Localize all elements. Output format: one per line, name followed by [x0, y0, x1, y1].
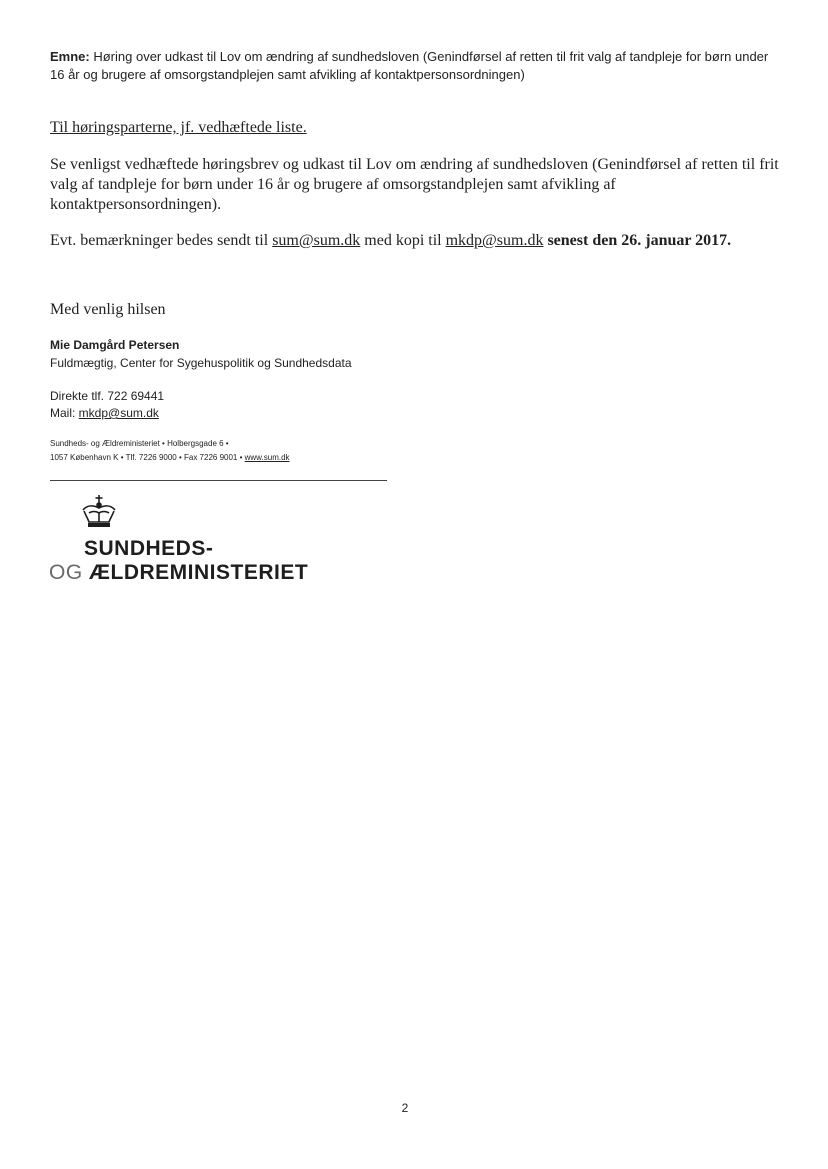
footer-address-line1: Sundheds- og Ældreministeriet • Holbergsgade 6 • [50, 439, 229, 448]
footer-contact: 1057 København K • Tlf. 7226 9000 • Fax 7226 9001 • [50, 453, 245, 462]
signature-mail-link[interactable]: mkdp@sum.dk [78, 406, 159, 420]
body-paragraph: Se venligst vedhæftede høringsbrev og udkast til Lov om ændring af sundhedsloven (Genindførsel af retten til frit valg af tandpleje for børn under 16 år og brugere af omsorgstandplejen samt afvikling af kontaktpersonsordningen). [50, 156, 779, 213]
addressee: Til høringsparterne, jf. vedhæftede liste. [50, 119, 307, 136]
remarks-middle: med kopi til [360, 232, 446, 249]
remarks-prefix: Evt. bemærkninger bedes sendt til [50, 232, 273, 249]
logo-text-ministry: ÆLDREMINISTERIET [89, 561, 309, 584]
logo-text-line1: SUNDHEDS- [84, 537, 214, 560]
footer-divider [50, 480, 387, 481]
greeting: Med venlig hilsen [50, 301, 166, 318]
footer-website-link[interactable]: www.sum.dk [244, 453, 290, 462]
logo-text-line2 [49, 561, 308, 585]
signature-mail [50, 406, 159, 420]
royal-crown-icon [79, 494, 119, 530]
email-link-mkdp[interactable]: mkdp@sum.dk [445, 232, 544, 249]
footer-address-line2 [50, 453, 290, 462]
remarks-deadline: senest den 26. januar 2017. [543, 232, 732, 249]
email-link-sum[interactable]: sum@sum.dk [272, 232, 361, 249]
subject-text: Høring over udkast til Lov om ændring af sundhedsloven (Genindførsel af retten til frit valg af tandpleje for børn under 16 år og brugere af omsorgstandplejen samt afvikling af kontaktpersonsordningen) [50, 49, 769, 82]
signature-phone: Direkte tlf. 722 69441 [50, 389, 165, 403]
page-number: 2 [401, 1101, 409, 1115]
signature-title: Fuldmægtig, Center for Sygehuspolitik og Sundhedsdata [50, 356, 352, 370]
subject-label: Emne: [50, 49, 90, 64]
remarks-paragraph [50, 231, 790, 251]
subject-line [50, 48, 770, 84]
signature-mail-label: Mail: [50, 406, 79, 420]
logo-text-og: OG [49, 561, 90, 584]
signature-name: Mie Damgård Petersen [50, 338, 180, 352]
